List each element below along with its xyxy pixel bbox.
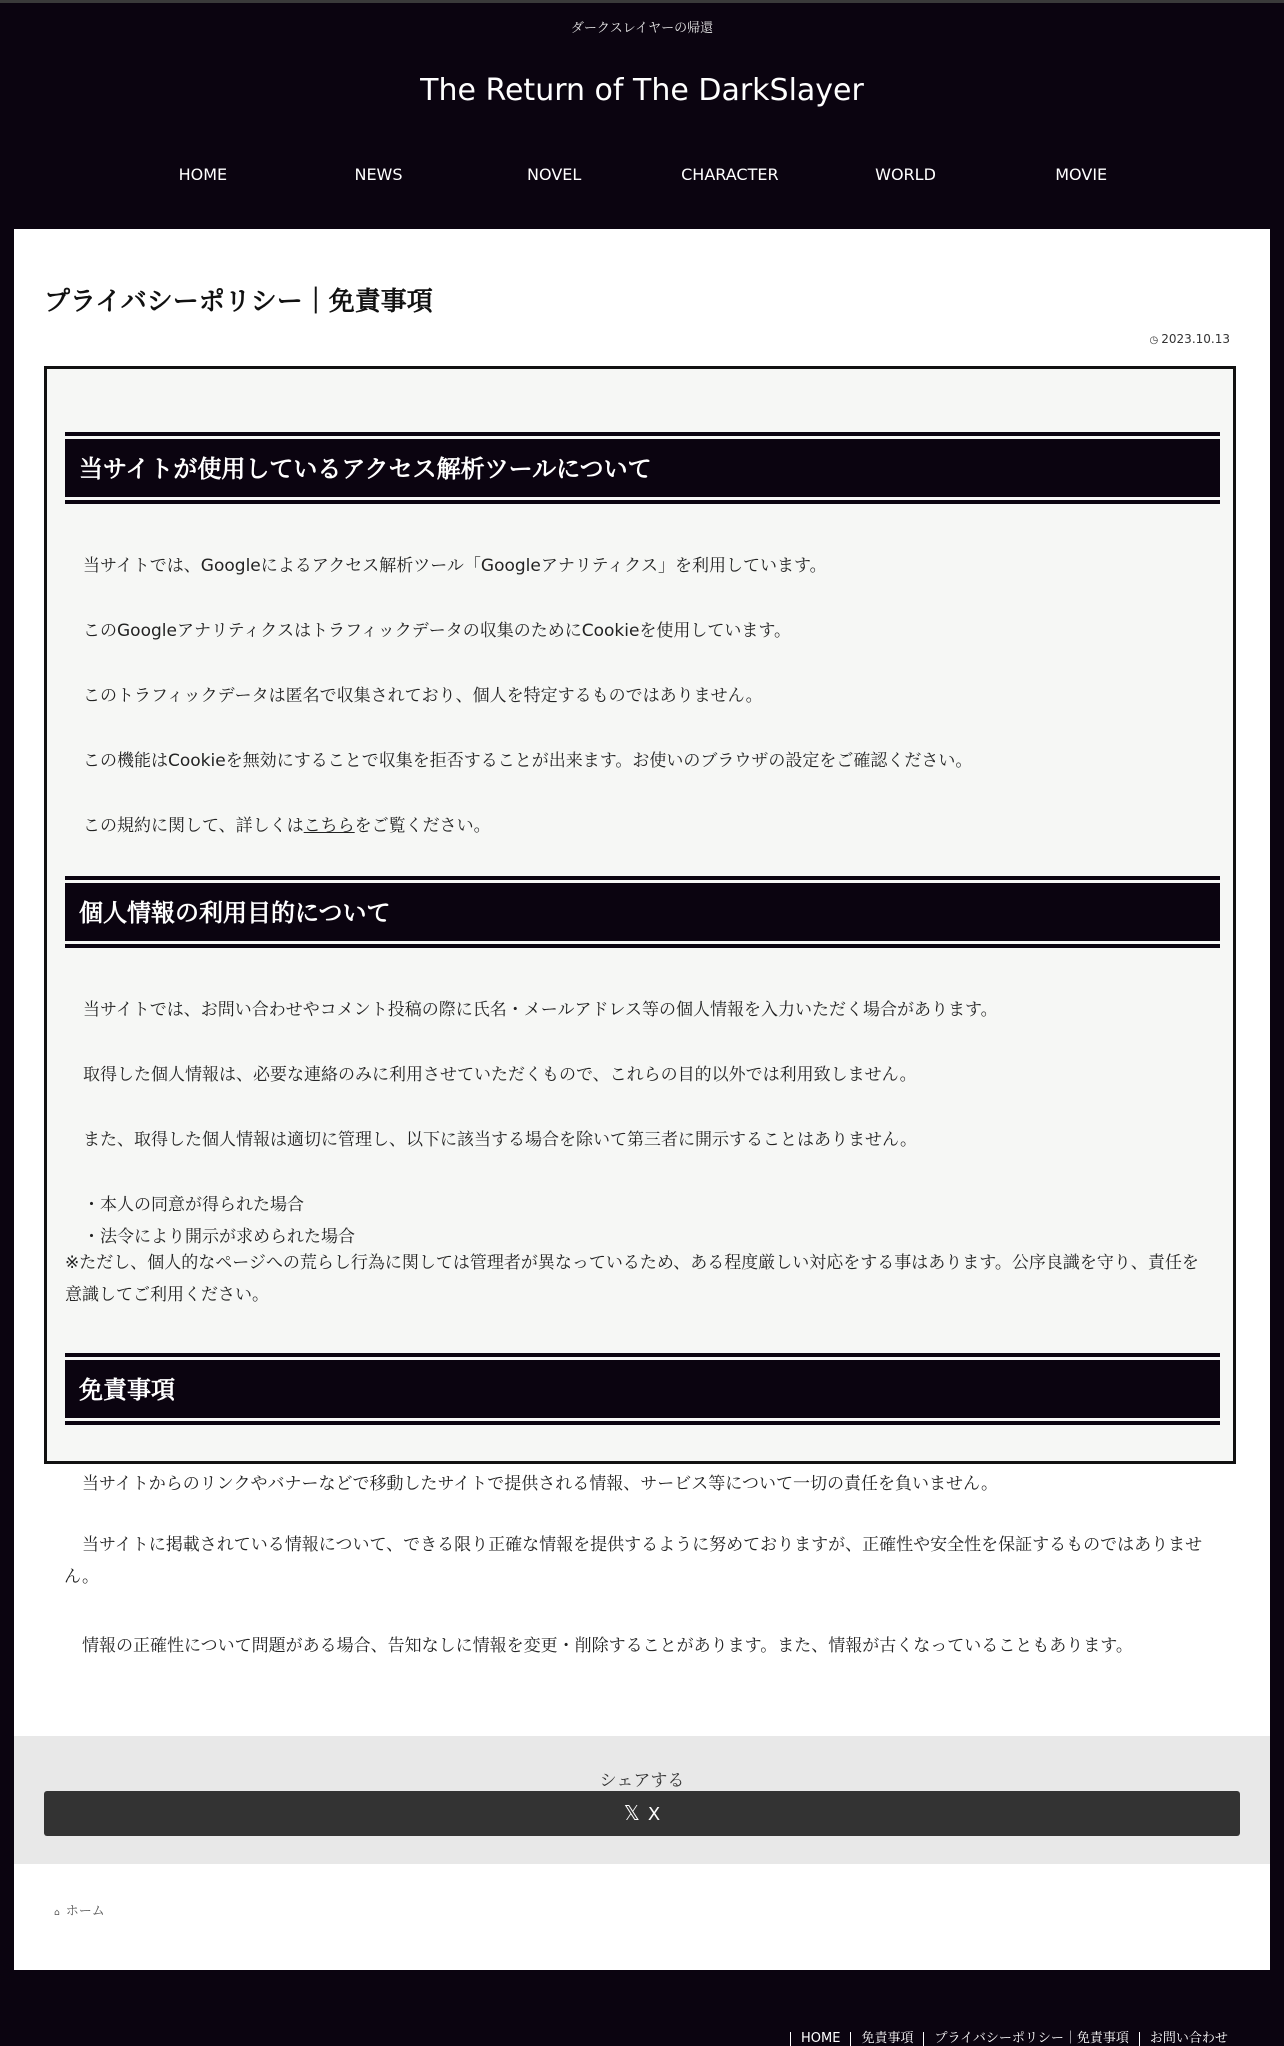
site-tagline: ダークスレイヤーの帰還 xyxy=(570,21,714,36)
home-icon: ⌂ xyxy=(54,1908,60,1918)
x-logo-icon: 𝕏 xyxy=(623,1801,640,1825)
paragraph: 当サイトでは、お問い合わせやコメント投稿の際に氏名・メールアドレス等の個人情報を入力いただく場合があります。 xyxy=(83,1000,998,1020)
site-header xyxy=(0,3,1284,229)
footer-item-contact[interactable]: お問い合わせ xyxy=(1139,2032,1238,2046)
section-heading-disclaimer: 免責事項 xyxy=(65,1353,1220,1425)
paragraph: 当サイトからのリンクやバナーなどで移動したサイトで提供される情報、サービス等について一切の責任を負いません。 xyxy=(82,1474,998,1494)
x-button-label: X xyxy=(647,1804,661,1825)
paragraph: このGoogleアナリティクスはトラフィックデータの収集のためにCookieを使用しています。 xyxy=(83,621,792,641)
section-heading-personal-info: 個人情報の利用目的について xyxy=(65,876,1220,948)
post-date xyxy=(1150,332,1230,346)
share-label: シェアする xyxy=(599,1771,685,1791)
share-section xyxy=(14,1736,1270,1864)
section-heading-analytics: 当サイトが使用しているアクセス解析ツールについて xyxy=(65,432,1220,504)
list-item: ・法令により開示が求められた場合 xyxy=(83,1227,355,1247)
nav-item-news[interactable]: NEWS xyxy=(354,165,403,184)
paragraph: また、取得した個人情報は適切に管理し、以下に該当する場合を除いて第三者に開示することはありません。 xyxy=(83,1130,918,1150)
breadcrumb xyxy=(54,1900,105,1919)
details-link[interactable]: こちら xyxy=(303,816,355,836)
footer-nav xyxy=(790,2032,1238,2046)
footer-item-home[interactable]: HOME xyxy=(790,2032,850,2046)
article-card xyxy=(14,229,1270,1970)
page-title: プライバシーポリシー｜免責事項 xyxy=(44,287,433,317)
site-title[interactable]: The Return of The DarkSlayer xyxy=(420,73,864,108)
post-date-text: 2023.10.13 xyxy=(1161,332,1230,346)
nav-item-novel[interactable]: NOVEL xyxy=(527,165,582,184)
nav-item-world[interactable]: WORLD xyxy=(875,165,936,184)
paragraph-with-link: この規約に関して、詳しくはこちらをご覧ください。 xyxy=(83,816,491,836)
list-item: ・本人の同意が得られた場合 xyxy=(83,1195,304,1215)
paragraph: 当サイトでは、Googleによるアクセス解析ツール「Googleアナリティクス」を利用しています。 xyxy=(83,556,827,576)
share-x-button[interactable] xyxy=(44,1791,1240,1836)
paragraph: 情報の正確性について問題がある場合、告知なしに情報を変更・削除することがあります。また、情報が古くなっていることもあります。 xyxy=(82,1636,1133,1656)
nav-item-home[interactable]: HOME xyxy=(178,165,228,184)
paragraph: この機能はCookieを無効にすることで収集を拒否することが出来ます。お使いのブラウザの設定をご確認ください。 xyxy=(83,751,973,771)
paragraph: 取得した個人情報は、必要な連絡のみに利用させていただくもので、これらの目的以外では利用致しません。 xyxy=(83,1065,917,1085)
footer-item-privacy[interactable]: プライバシーポリシー｜免責事項 xyxy=(923,2032,1138,2046)
footer-item-disclaimer[interactable]: 免責事項 xyxy=(850,2032,923,2046)
clock-icon: ◷ xyxy=(1149,335,1159,346)
global-nav xyxy=(115,165,1169,184)
nav-item-movie[interactable]: MOVIE xyxy=(1055,165,1108,184)
note-paragraph: ※ただし、個人的なページへの荒らし行為に関しては管理者が異なっているため、ある程度厳しい対応をする事はあります。公序良識を守り、責任を意識してご利用ください。 xyxy=(65,1253,1199,1305)
paragraph: 当サイトに掲載されている情報について、できる限り正確な情報を提供するように努めておりますが、正確性や安全性を保証するものではありません。 xyxy=(64,1535,1203,1587)
breadcrumb-home[interactable]: ホーム xyxy=(65,1904,105,1919)
paragraph: このトラフィックデータは匿名で収集されており、個人を特定するものではありません。 xyxy=(83,686,763,706)
nav-item-character[interactable]: CHARACTER xyxy=(681,165,779,184)
article-content xyxy=(44,366,1236,1464)
